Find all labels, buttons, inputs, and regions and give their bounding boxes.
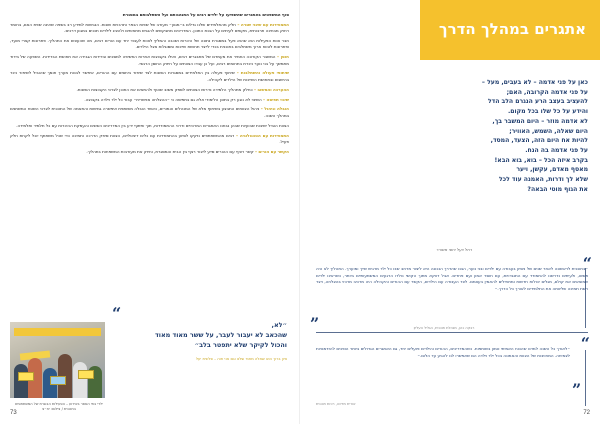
photo-sign (78, 370, 94, 379)
poem-line: בקרב איזה הכל – בוא, בוא הבא! (494, 156, 588, 164)
poem-signature: רחל ויעל יחסי משורר (436, 247, 472, 252)
left-pull-quote: ״לא, שהכאב לא יעבור לעבר, על ששר מאוד מאוד והכול לקיקר שלא יתפטר בלב״ (155, 321, 287, 349)
group-photo (10, 322, 105, 398)
poem-line: להיות אח היום הזה, הצעד, המסד, (490, 137, 588, 145)
poem-line: היום שאלה, השמש, האוויר; (509, 127, 588, 135)
left-paragraph: שיתופי פעולה והשתלבות – שיתוף פעולה בין התלמידים במסגרות השונות לצד שיפור ביחסים עם ההורים, איפשר לבנות מערך תומך שהוביל לשיפור ניכר בהישגים ובתחושת השייכות של הילדים לקהילה. (10, 70, 290, 82)
right-page (300, 0, 600, 424)
photo-sign (18, 372, 34, 381)
chapter-title: אתגרים במהלך הדרך (438, 20, 586, 38)
page-number-right: 72 (583, 410, 590, 416)
photo-person (14, 364, 28, 398)
left-paragraph: חוסן – המשבר הקורונה החמיר את מעמדם של מתבגרים רבים, ואילו בקבוצות אחרות החשיפה למסכים ובדידות הגבירה את תחושת הבדידות. השפעה של בידוד מתמשך על בני נוער ניכרת בתחומים רבים, ועל כן עבדו הצוותים על חיזוק החוסן הרגשי. (10, 54, 289, 66)
open-quote-icon: “ (580, 334, 590, 353)
quote-rule (316, 332, 588, 333)
left-paragraph: הקשר עם הורים – קשר רציף עם ההורים סייע ליצור רצף בין הבית והמסגרת, וחיזק את מעורבות המשפחות בתהליך. (86, 148, 289, 154)
left-paragraph: שינוי תפיסה – השינוי לא נוגע רק בתוכן הלימודי אלא גם בתפיסה כי ״ההצלחה אפשרית״ עבור כל ילד וילדה בקבוצה. (84, 96, 289, 102)
left-body-text (10, 12, 289, 159)
testimonial-quote: ״לאורך כל השנה למדנו שהכוח האמיתי טמון בשותפות. כשהמדריכים, ההורים והילדים פועלים יחד, גם האתגרים הגדולים ביותר הופכים להזדמנויות לצמיחה. המחויבות של הצוות והאמונה בכל ילד וילדה הם שאפשרו לנו להגיע עד הלום.״ (316, 346, 570, 358)
testimonial-quote: ״בתוכנית לראשונה לאחר שנים של ניסיון בעבודה עם ילדים ובני נוער, הבנו שהדרך הנכונה היא ליצור מרחב שבו כל ילד מרגיש שייך ומוערך. התהליך לא היה פשוט, ולעיתים נדרשנו להתמודד עם התנגדויות, עם חוסר אמון ועם פחדים. אבל דווקא מתוך הקושי נולדו הרגעים המשמעותיים ביותר, כשראינו ילדים שמוצאים את קולם, מגלים יכולות חדשות ומתחילים להאמין בעצמם. לצד העבודה עם הילדים, הקשר עם ההורים והקהילה היה מרכיב מרכזי בהצלחה, ויצר רשת תמיכה שליוותה את התלמידים לאורך כל הדרך.״ (316, 266, 588, 291)
poem-line: על פני אדמה הקרובה, האם; (506, 88, 588, 96)
poem-line: להעציב בעצב הרע הנגרם הלב הדל (487, 98, 588, 106)
photo-sign (50, 376, 66, 385)
quote-rule-vertical (585, 350, 586, 406)
photo-person (73, 362, 87, 398)
poem-line: מאסף מאדם, עקשן, ויער (516, 166, 588, 174)
poem-line: והידע על כל שלו בכל מקום. (507, 108, 588, 116)
left-quote-source: ציון ברוך הוא שאלה מאוד שלנו וגם אני חוה – פלונית יעל (195, 356, 287, 361)
close-quote-icon: ” (310, 314, 320, 333)
left-paragraph: חבר צוות הפעילות הוא שהוא פעל במסגרת נתונה של היכרות ושכבה והמליץ לצוות לעבוד יחד עם הורים רבים, מה שהעצים את התהליך. פתרונות קצרי מועד, ופתרונות לטווח ארוך משתלבים בתוכנית בכדי לייצר תחושת שייכות ומסוגלות אצל הילדים. (10, 38, 289, 50)
open-quote-icon: “ (112, 304, 122, 323)
poem-line: את הגוף מוטי הבאה? (527, 185, 588, 193)
testimonial-source: אורית מדינה, רכזת תוכנית (316, 402, 356, 406)
left-paragraph: התמודדות עם הטכנולוגיה – רבים מהמשתתפים נזקקו לסיוע בהתמודדות עם כלים דיגיטליים, הצוות סיפק הדרכה ותמיכה כדי שכל משתתף יוכל לקחת חלק פעיל. (10, 132, 289, 144)
page-number-left: 73 (10, 410, 17, 416)
poem (408, 78, 588, 194)
left-paragraph: ההערכה והמשוב – כחלק מתהליך הלמידה נדרשו הצוותים לספק משוב שוטף ולהתאים את התוכן לצרכי הקבוצות השונות. (76, 86, 289, 92)
photo-caption: ילדי בתי הספר באירוע – הפעילות הבוגרת של המשתתפים בתוכנית / צילום: יח״צ (15, 402, 103, 411)
left-paragraph: התמודדות עם שינוי שגרה – חלק מהתלמידים שלנו גדלים ב״מגוון״ מעורב של שפות הכפר ותרבויות שונות. הנגישות למידע רב בשפה שאינה שפת האם, בחומר רחוק מבחינה תרבותית, מקשים לעיתים על הבנת התוכן. המדריכים מתבקשים להנגיש מתאימים ולהציג לילדים תכנים במגוון דרכים. (10, 21, 289, 34)
open-quote-icon: “ (582, 254, 592, 273)
testimonial-source: רבקה כהן, מנהלת תוכנית, הגליל העליון (413, 326, 475, 330)
chapter-header (420, 0, 600, 60)
poem-line: לא אדמה מוזר – היום המשבר בך, (492, 117, 588, 125)
left-paragraph: הובלה וניהול – ניהול הצוותים התבצע בשיתוף מלא של המנהלים והמורים, כאשר הובלה משותפת איפשרה גמישות והתאמה של התוכנית לצרכי השטח המשתנים במהלך השנה. (10, 106, 289, 118)
poem-line: על פני אדמה בה הנח. (525, 146, 588, 154)
poem-line: כאן על פני אדמה – לא בעבים, מעל – (481, 79, 588, 86)
left-paragraph: הצוות הוביל ישיבות שבועיות שבהן נבחנו האתגרים המרכזיים ודרכי ההתמודדות, תוך שיתוף ידע בין המדריכים השונים והעמקת ההיכרות עם כל תלמיד ותלמידה. (16, 122, 289, 128)
poem-line: שלא לך ודרות, האמנה עוד לכל (498, 176, 588, 184)
close-quote-icon: ” (572, 380, 582, 399)
left-intro: סוף המשפטים באתגרים שהשפיעו על ילדים רבים על התנהגותם ועל השתלבותם במסגרת (122, 12, 289, 17)
photo-banner (14, 328, 101, 336)
